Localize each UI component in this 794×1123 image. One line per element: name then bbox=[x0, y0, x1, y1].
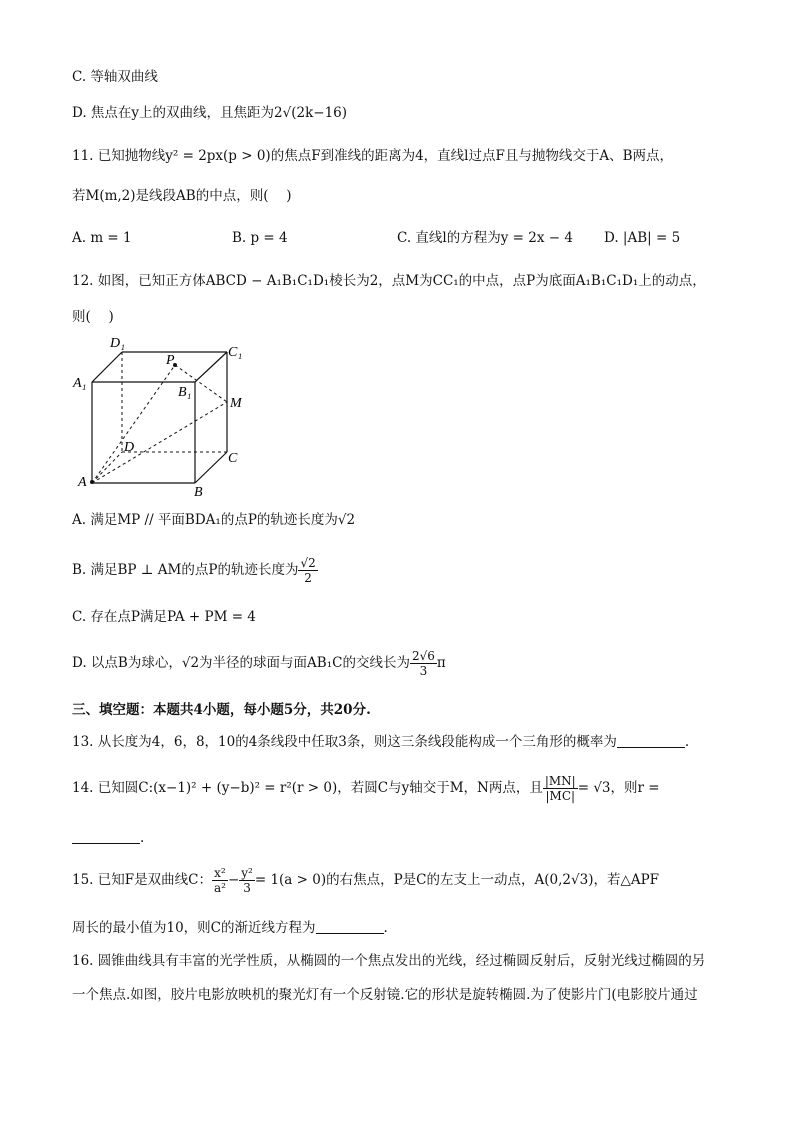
question-12-stem-2: 则( ) bbox=[72, 309, 114, 325]
label-C1: C₁ bbox=[228, 345, 243, 360]
answer-blank-15 bbox=[316, 919, 384, 934]
label-B: B bbox=[194, 485, 203, 500]
label-A: A bbox=[78, 475, 87, 490]
question-11-stem: 11. 已知抛物线y² = 2px(p > 0)的焦点F到准线的距离为4，直线l过点F且与抛物线交于A、B两点， bbox=[72, 148, 674, 164]
answer-blank-14 bbox=[72, 829, 140, 844]
q12-d-fraction: $\frac{2√6}{3}$ bbox=[411, 649, 435, 678]
question-14-blank-line: . bbox=[72, 828, 734, 848]
question-12-stem: 12. 如图，已知正方体ABCD − A₁B₁C₁D₁棱长为2，点M为CC₁的中点，点P为底面A₁B₁C₁D₁上的动点， bbox=[72, 273, 706, 289]
label-D1: D₁ bbox=[110, 336, 125, 351]
q15-fraction-x: $\frac{\text{x²}}{\text{a²}}$ bbox=[213, 866, 226, 895]
q12-option-a: A. 满足MP // 平面BDA₁的点P的轨迹长度为√2 bbox=[72, 512, 356, 528]
label-M: M bbox=[230, 396, 242, 411]
q12-b-fraction: $\frac{√2}{2}$ bbox=[300, 556, 316, 585]
answer-blank-13 bbox=[617, 733, 685, 748]
section-3-heading: 三、填空题：本题共4小题，每小题5分，共20分. bbox=[72, 702, 371, 718]
label-A1: A₁ bbox=[73, 376, 87, 391]
q11-option-a: A. m = 1 bbox=[72, 230, 132, 246]
question-13: 13. 从长度为4，6，8，10的4条线段中任取3条，则这三条线段能构成一个三角形的概率为 . bbox=[72, 734, 690, 750]
q11-option-b: B. p = 4 bbox=[232, 230, 288, 246]
q11-option-c: C. 直线l的方程为y = 2x − 4 bbox=[397, 230, 573, 246]
q11-option-d: D. |AB| = 5 bbox=[604, 230, 681, 246]
option-d-line: D. 焦点在y上的双曲线，且焦距为2√(2k−16) bbox=[72, 105, 348, 121]
label-D: D bbox=[124, 440, 135, 455]
option-c-line: C. 等轴双曲线 bbox=[72, 69, 158, 85]
question-16-line-1: 16. 圆锥曲线具有丰富的光学性质，从椭圆的一个焦点发出的光线，经过椭圆反射后，反射光线过椭圆的另 bbox=[72, 953, 706, 969]
label-C: C bbox=[228, 451, 238, 466]
q12-option-d: D. 以点B为球心，√2为半径的球面与面AB₁C的交线长为 $\frac{2√6}{3}$ π bbox=[72, 649, 446, 678]
question-14: 14. 已知圆C:(x−1)² + (y−b)² = r²(r > 0)，若圆C与y轴交于M，N两点，且 $\frac{|MN|}{|MC|}$ = √3，则r = bbox=[72, 774, 660, 803]
q12-option-b: B. 满足BP ⊥ AM的点P的轨迹长度为 $\frac{√2}{2}$ bbox=[72, 556, 316, 585]
question-11-stem-2: 若M(m,2)是线段AB的中点，则( ) bbox=[72, 188, 292, 204]
cube-figure bbox=[70, 330, 260, 500]
q14-fraction: $\frac{|MN|}{|MC|}$ bbox=[544, 774, 576, 803]
q12-option-c: C. 存在点P满足PA + PM = 4 bbox=[72, 609, 256, 625]
question-15: 15. 已知F是双曲线C： $\frac{\text{x²}}{\text{a²}}$ − $\frac{\text{y²}}{3}$ = 1(a > 0)的右焦点，P是C的左支上一动点，A(0,2√3)，若△APF bbox=[72, 866, 660, 895]
label-B1: B₁ bbox=[178, 385, 192, 400]
label-P: P bbox=[166, 353, 175, 368]
question-16-line-2: 一个焦点.如图，胶片电影放映机的聚光灯有一个反射镜.它的形状是旋转椭圆.为了使影片门(电影胶片通过 bbox=[72, 987, 698, 1003]
question-15-line-2: 周长的最小值为10，则C的渐近线方程为 . bbox=[72, 920, 388, 936]
q15-fraction-y: $\frac{\text{y²}}{3}$ bbox=[241, 866, 253, 895]
